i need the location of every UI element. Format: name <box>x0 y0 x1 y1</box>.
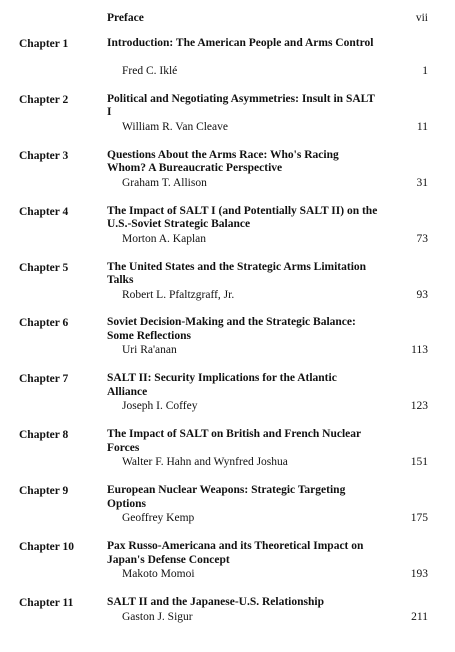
chapter-page-number: 1 <box>422 65 428 77</box>
chapter-author: Makoto Momoi <box>122 568 195 581</box>
chapter-page-number: 175 <box>410 512 428 525</box>
toc-entry <box>0 205 455 261</box>
chapter-author: Joseph I. Coffey <box>122 400 198 413</box>
chapter-title: The Impact of SALT I (and Potentially SALT II) on the U.S.-Soviet Strategic Balance <box>107 204 378 231</box>
chapter-page-number: 151 <box>410 456 428 469</box>
chapter-author: Graham T. Allison <box>122 176 207 189</box>
toc-entry <box>0 37 455 93</box>
chapter-author: Robert L. Pfaltzgraff, Jr. <box>122 288 235 301</box>
chapter-list <box>0 37 455 652</box>
chapter-title: Political and Negotiating Asymmetries: Insult in SALT I <box>107 92 375 119</box>
chapter-page-number: 211 <box>411 610 428 623</box>
chapter-author: Uri Ra'anan <box>122 344 177 357</box>
chapter-page-number: 193 <box>410 568 428 581</box>
toc-entry <box>0 316 455 372</box>
chapter-author: William R. Van Cleave <box>122 120 228 133</box>
chapter-title: Questions About the Arms Race: Who's Racing Whom? A Bureaucratic Perspective <box>107 148 339 175</box>
toc-entry <box>0 149 455 205</box>
chapter-label: Chapter 8 <box>19 429 69 442</box>
chapter-label: Chapter 9 <box>19 485 69 498</box>
toc-entry <box>0 484 455 540</box>
chapter-page-number: 73 <box>416 232 428 245</box>
toc-entry <box>0 261 455 317</box>
chapter-author: Geoffrey Kemp <box>122 512 195 525</box>
chapter-title: SALT II: Security Implications for the Atlantic Alliance <box>107 372 337 398</box>
chapter-author: Morton A. Kaplan <box>122 232 207 245</box>
chapter-label: Chapter 2 <box>19 93 69 106</box>
chapter-title: Introduction: The American People and Arms Control <box>107 37 374 49</box>
toc-entry <box>0 93 455 149</box>
toc-entry <box>0 596 455 652</box>
preface-entry <box>0 11 455 27</box>
chapter-title: The United States and the Strategic Arms Limitation Talks <box>107 260 367 287</box>
chapter-label: Chapter 7 <box>19 373 69 386</box>
chapter-author: Fred C. Iklé <box>122 65 178 77</box>
chapter-label: Chapter 4 <box>19 205 69 218</box>
chapter-label: Chapter 10 <box>19 541 75 554</box>
chapter-title: Pax Russo-Americana and its Theoretical Impact on Japan's Defense Concept <box>107 540 364 566</box>
preface-page-number: vii <box>415 12 428 24</box>
chapter-label: Chapter 11 <box>19 596 74 609</box>
preface-title: Preface <box>107 12 144 24</box>
chapter-page-number: 93 <box>416 288 428 301</box>
chapter-title: European Nuclear Weapons: Strategic Targeting Options <box>107 484 346 510</box>
chapter-page-number: 113 <box>411 344 428 357</box>
chapter-title: Soviet Decision-Making and the Strategic Balance: Some Reflections <box>107 316 356 342</box>
toc-entry <box>0 372 455 428</box>
toc-entry <box>0 540 455 596</box>
chapter-author: Gaston J. Sigur <box>122 610 193 623</box>
chapter-page-number: 31 <box>416 176 428 189</box>
chapter-label: Chapter 1 <box>19 38 69 50</box>
toc-entry <box>0 428 455 484</box>
chapter-title: The Impact of SALT on British and French Nuclear Forces <box>107 428 361 454</box>
chapter-label: Chapter 5 <box>19 261 69 274</box>
chapter-page-number: 123 <box>410 400 428 413</box>
chapter-label: Chapter 3 <box>19 149 69 162</box>
chapter-title: SALT II and the Japanese-U.S. Relationship <box>107 595 324 608</box>
chapter-label: Chapter 6 <box>19 317 69 330</box>
chapter-page-number: 11 <box>416 120 428 133</box>
chapter-author: Walter F. Hahn and Wynfred Joshua <box>122 456 288 469</box>
